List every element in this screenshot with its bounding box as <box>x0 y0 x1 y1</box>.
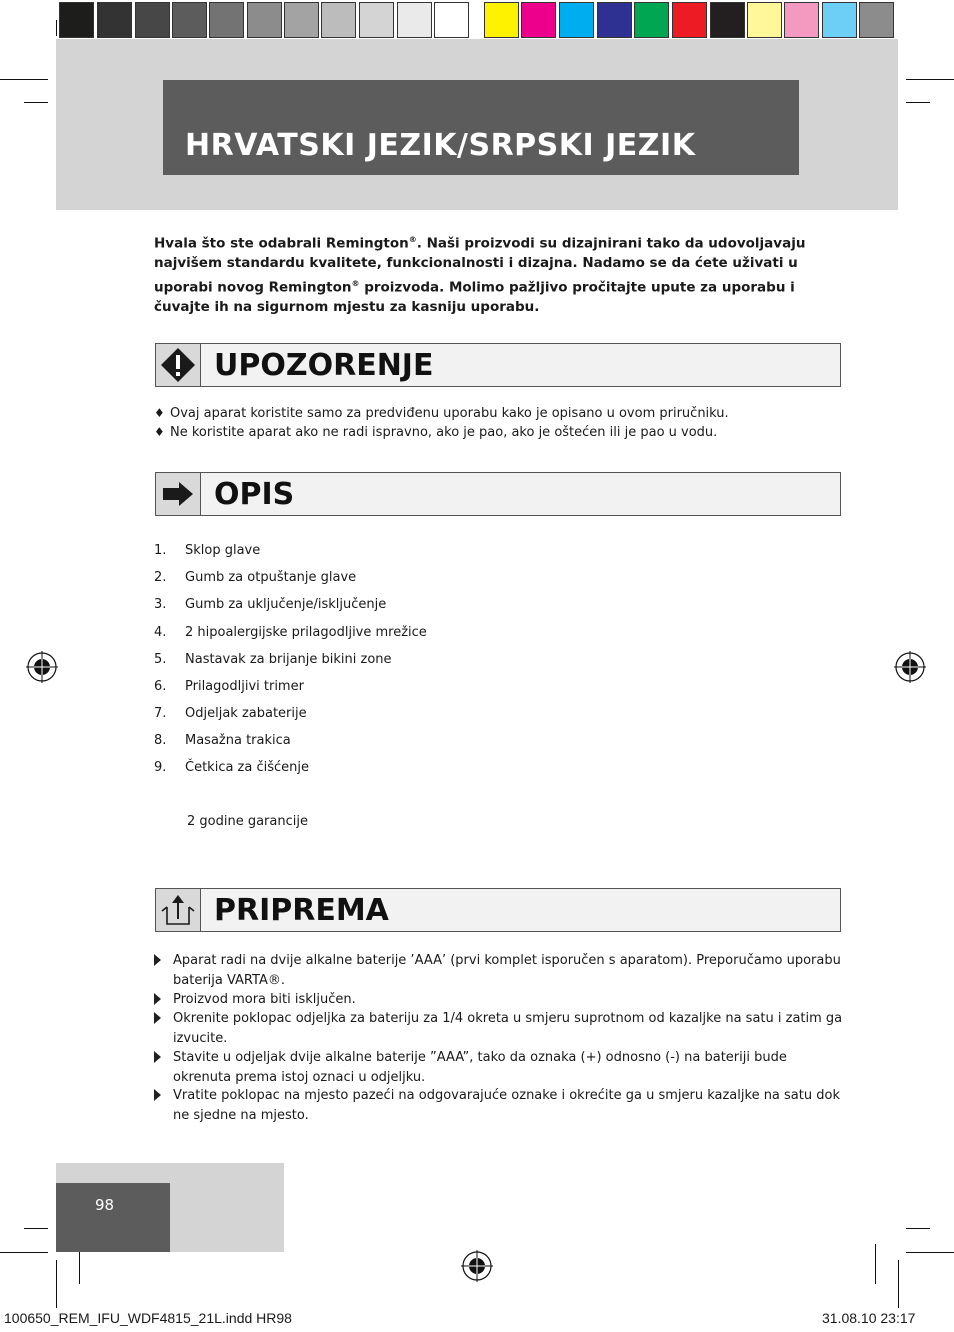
warning-diamond-icon: ♦ <box>154 406 165 420</box>
registration-mark-icon <box>26 651 58 683</box>
color-swatch <box>484 2 519 38</box>
section-title: OPIS <box>214 477 295 512</box>
footer-datetime: 31.08.10 23:17 <box>822 1310 916 1326</box>
bullet-item: Stavite u odjeljak dvije alkalne baterije ”AAA”, tako da oznaka (+) odnosno (-) na bateriji bude okrenuta prema istoj oznaci u odjeljku. <box>154 1048 844 1087</box>
list-item: 1. Sklop glave <box>154 543 261 558</box>
guarantee-text: 2 godine garancije <box>187 814 308 829</box>
color-swatch <box>521 2 556 38</box>
box-upload-icon <box>156 889 201 931</box>
page-title: HRVATSKI JEZIK/SRPSKI JEZIK <box>185 128 696 163</box>
section-title: PRIPREMA <box>214 893 389 928</box>
color-swatch <box>397 2 432 38</box>
color-swatch <box>634 2 669 38</box>
section-warning <box>155 343 841 387</box>
bullet-item: Vratite poklopac na mjesto pazeći na odgovarajuće oznake i okrećite ga u smjeru kazaljke na satu dok ne sjedne na mjesto. <box>154 1086 844 1125</box>
color-swatch <box>672 2 707 38</box>
color-swatch <box>209 2 244 38</box>
section-description <box>155 472 841 516</box>
section-preparation <box>155 888 841 932</box>
footer-filename: 100650_REM_IFU_WDF4815_21L.indd HR98 <box>4 1310 292 1326</box>
list-item: 2. Gumb za otpuštanje glave <box>154 570 357 585</box>
crop-mark <box>906 102 930 103</box>
crop-mark <box>906 1252 954 1253</box>
crop-mark <box>24 1228 48 1229</box>
crop-mark <box>0 1252 48 1253</box>
crop-mark <box>0 79 48 80</box>
color-swatch <box>97 2 132 38</box>
intro-paragraph: Hvala što ste odabrali Remington®. Naši proizvodi su dizajnirani tako da udovoljavaju najvišem standardu kvalitete, funkcionalnosti i dizajna. Nadamo se da ćete uživati u uporabi novog Remington® proizvoda. Molimo pažljivo pročitajte upute za uporabu i čuvajte ih na sigurnom mjestu za kasniju uporabu. <box>154 235 806 315</box>
color-swatch <box>559 2 594 38</box>
warning-item: ♦ Ovaj aparat koristite samo za predviđenu uporabu kako je opisano u ovom priručniku. <box>154 406 729 421</box>
color-swatch <box>321 2 356 38</box>
color-swatch <box>359 2 394 38</box>
crop-mark <box>56 20 57 36</box>
crop-mark <box>898 1260 899 1308</box>
color-swatch <box>284 2 319 38</box>
arrow-right-icon <box>156 473 201 515</box>
list-item: 3. Gumb za uključenje/isključenje <box>154 597 387 612</box>
page-number-box <box>56 1183 170 1252</box>
color-swatch <box>784 2 819 38</box>
list-item: 5. Nastavak za brijanje bikini zone <box>154 652 392 667</box>
bullet-item: Okrenite poklopac odjeljka za bateriju za 1/4 okreta u smjeru suprotnom od kazaljke na satu i zatim ga izvucite. <box>154 1009 844 1048</box>
exclamation-icon <box>156 344 201 386</box>
list-item: 8. Masažna trakica <box>154 733 291 748</box>
registration-mark-icon <box>461 1250 493 1282</box>
bullet-triangle-icon <box>154 1089 161 1101</box>
color-swatch <box>135 2 170 38</box>
warning-item: ♦ Ne koristite aparat ako ne radi ispravno, ako je pao, ako je oštećen ili je pao u vodu. <box>154 425 718 440</box>
color-swatch <box>597 2 632 38</box>
crop-mark <box>906 1228 930 1229</box>
list-item: 4. 2 hipoalergijske prilagodljive mrežice <box>154 625 427 640</box>
bullet-item: Proizvod mora biti isključen. <box>154 990 844 1010</box>
color-swatch <box>172 2 207 38</box>
section-title: UPOZORENJE <box>214 348 434 383</box>
bullet-triangle-icon <box>154 1051 161 1063</box>
bullet-triangle-icon <box>154 954 161 966</box>
color-swatch <box>59 2 94 38</box>
crop-mark <box>906 79 954 80</box>
bullet-triangle-icon <box>154 1012 161 1024</box>
crop-mark <box>56 1260 57 1308</box>
bullet-triangle-icon <box>154 993 161 1005</box>
color-swatch <box>247 2 282 38</box>
registration-mark-icon <box>894 651 926 683</box>
color-swatch <box>859 2 894 38</box>
page-number: 98 <box>95 1196 115 1214</box>
bullet-item: Aparat radi na dvije alkalne baterije ’AAA’ (prvi komplet isporučen s aparatom). Preporučamo uporabu baterija VARTA®. <box>154 951 844 990</box>
list-item: 9. Četkica za čišćenje <box>154 760 310 775</box>
color-swatch <box>822 2 857 38</box>
list-item: 7. Odjeljak zabaterije <box>154 706 307 721</box>
color-swatch <box>434 2 469 38</box>
color-swatch <box>710 2 745 38</box>
color-swatch <box>747 2 782 38</box>
list-item: 6. Prilagodljivi trimer <box>154 679 304 694</box>
warning-diamond-icon: ♦ <box>154 425 165 439</box>
crop-mark <box>24 102 48 103</box>
crop-mark <box>875 1244 876 1284</box>
